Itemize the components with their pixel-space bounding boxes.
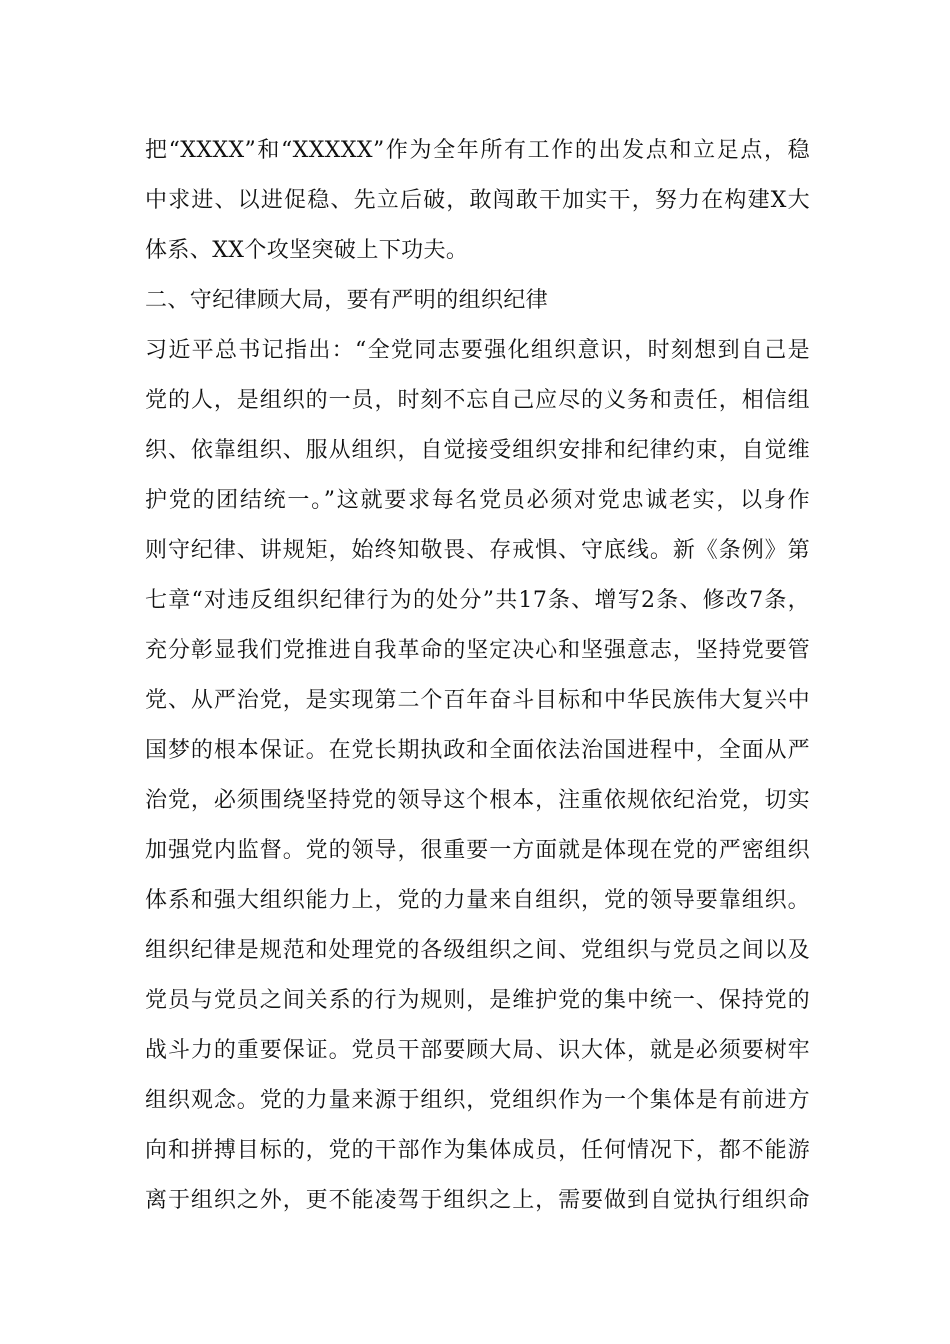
paragraph-line: 治党，必须围绕坚持党的领导这个根本，注重依规依纪治党，切实	[145, 788, 810, 813]
paragraph-line: 体系和强大组织能力上，党的力量来自组织，党的领导要靠组织。	[145, 888, 810, 913]
paragraph-line: 习近平总书记指出：“全党同志要强化组织意识，时刻想到自己是	[145, 338, 810, 363]
paragraph-line: 党、从严治党，是实现第二个百年奋斗目标和中华民族伟大复兴中	[145, 688, 810, 713]
paragraph-line: 国梦的根本保证。在党长期执政和全面依法治国进程中，全面从严	[145, 738, 810, 763]
paragraph-line: 离于组织之外，更不能凌驾于组织之上，需要做到自觉执行组织命	[145, 1188, 810, 1213]
paragraph-line: 向和拼搏目标的，党的干部作为集体成员，任何情况下，都不能游	[145, 1138, 810, 1163]
paragraph-line: 把“XXXX”和“XXXXX”作为全年所有工作的出发点和立足点，稳	[145, 138, 810, 163]
paragraph-line: 织、依靠组织、服从组织，自觉接受组织安排和纪律约束，自觉维	[145, 438, 810, 463]
paragraph-line: 党员与党员之间关系的行为规则，是维护党的集中统一、保持党的	[145, 988, 810, 1013]
section-heading: 二、守纪律顾大局，要有严明的组织纪律	[145, 288, 549, 313]
paragraph-line: 护党的团结统一。”这就要求每名党员必须对党忠诚老实，以身作	[145, 488, 810, 513]
paragraph-line: 中求进、以进促稳、先立后破，敢闯敢干加实干，努力在构建X大	[145, 188, 810, 213]
paragraph-line: 体系、XX个攻坚突破上下功夫。	[145, 238, 469, 263]
paragraph-line: 充分彰显我们党推进自我革命的坚定决心和坚强意志，坚持党要管	[145, 638, 810, 663]
paragraph-line: 七章“对违反组织纪律行为的处分”共17条、增写2条、修改7条，	[145, 588, 810, 613]
paragraph-line: 则守纪律、讲规矩，始终知敬畏、存戒惧、守底线。新《条例》第	[145, 538, 810, 563]
paragraph-line: 加强党内监督。党的领导，很重要一方面就是体现在党的严密组织	[145, 838, 810, 863]
paragraph-line: 组织观念。党的力量来源于组织，党组织作为一个集体是有前进方	[145, 1088, 810, 1113]
paragraph-line: 组织纪律是规范和处理党的各级组织之间、党组织与党员之间以及	[145, 938, 810, 963]
paragraph-line: 党的人，是组织的一员，时刻不忘自己应尽的义务和责任，相信组	[145, 388, 810, 413]
paragraph-line: 战斗力的重要保证。党员干部要顾大局、识大体，就是必须要树牢	[145, 1038, 810, 1063]
